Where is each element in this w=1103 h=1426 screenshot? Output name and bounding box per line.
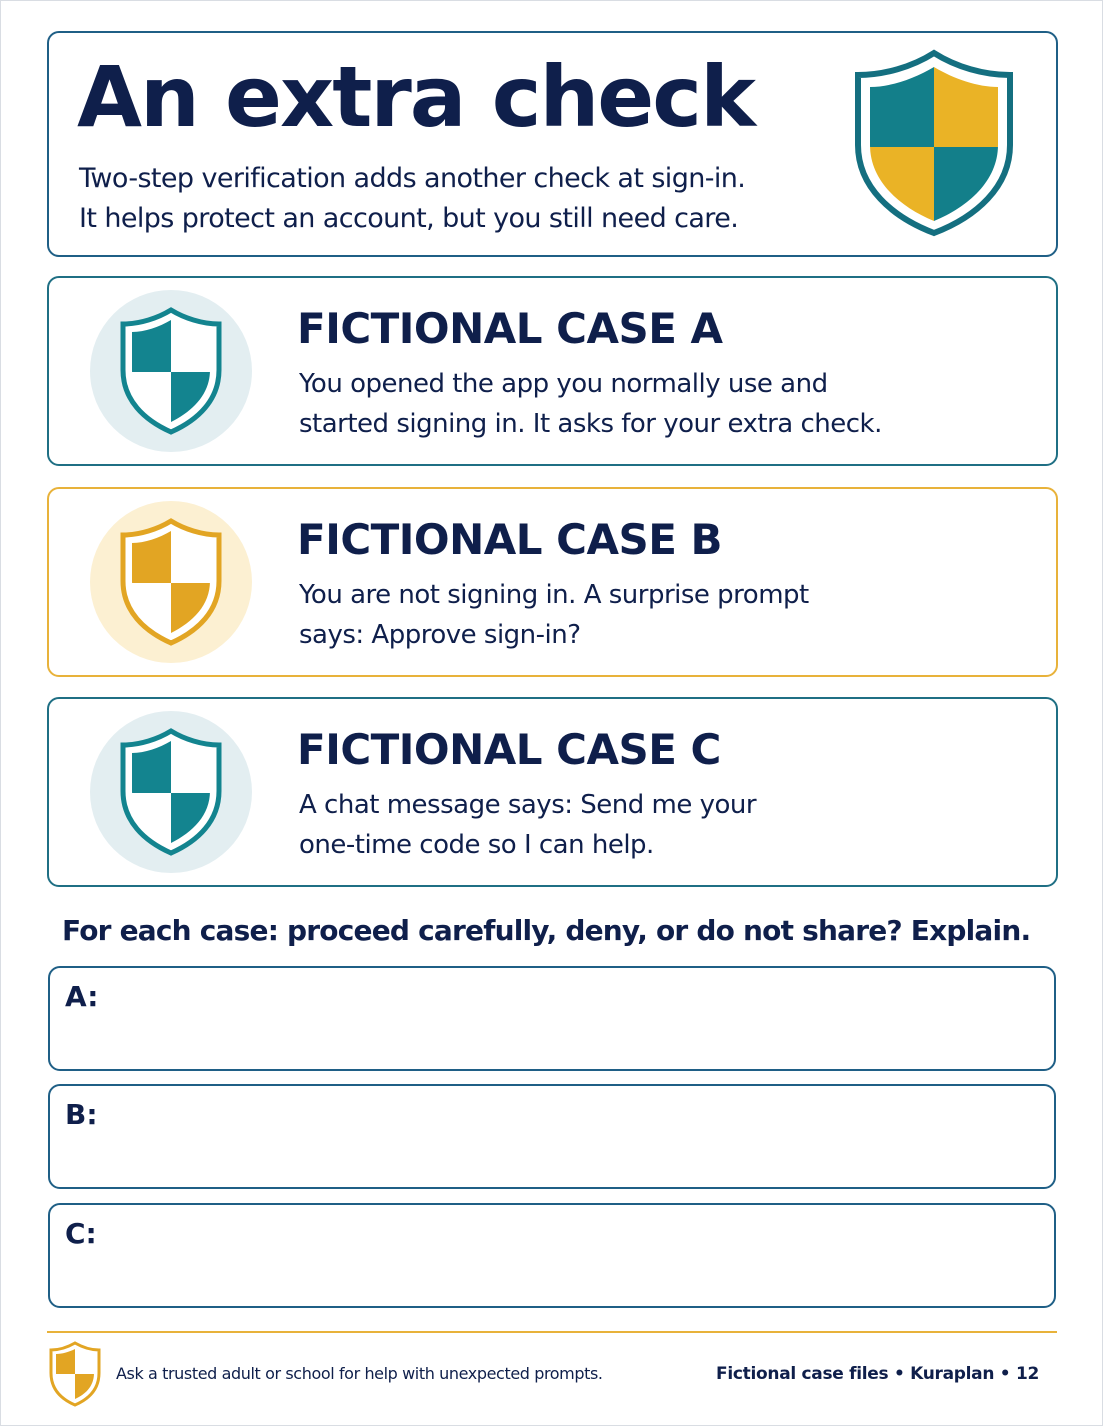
case-card-a <box>47 276 1058 466</box>
answer-label-b: B: <box>65 1098 98 1131</box>
case-card-b <box>47 487 1058 677</box>
shield-icon <box>852 47 1016 239</box>
case-c-line-2: one-time code so I can help. <box>299 830 654 860</box>
case-b-title: FICTIONAL CASE B <box>297 515 723 564</box>
answer-box-a[interactable] <box>48 966 1056 1071</box>
case-b-body <box>299 575 999 655</box>
case-c-icon-circle <box>90 711 252 873</box>
shield-icon <box>48 1341 102 1407</box>
question-prompt: For each case: proceed carefully, deny, or do not share? Explain. <box>62 914 1031 947</box>
case-a-line-1: You opened the app you normally use and <box>299 369 828 399</box>
answer-label-a: A: <box>65 980 99 1013</box>
page-title: An extra check <box>77 48 754 146</box>
case-b-line-2: says: Approve sign-in? <box>299 620 581 650</box>
header-card <box>47 31 1058 257</box>
page-subtitle <box>79 159 839 239</box>
answer-box-b[interactable] <box>48 1084 1056 1189</box>
case-a-title: FICTIONAL CASE A <box>297 304 723 353</box>
answer-label-c: C: <box>65 1217 97 1250</box>
shield-icon <box>118 727 224 857</box>
footer-source: Fictional case files • Kuraplan • 12 <box>716 1364 1039 1384</box>
case-b-line-1: You are not signing in. A surprise prompt <box>299 580 809 610</box>
case-b-icon-circle <box>90 501 252 663</box>
case-a-icon-circle <box>90 290 252 452</box>
subtitle-line-1: Two-step verification adds another check at sign-in. <box>79 163 746 194</box>
case-card-c <box>47 697 1058 887</box>
footer-divider <box>47 1331 1057 1333</box>
answer-box-c[interactable] <box>48 1203 1056 1308</box>
case-c-line-1: A chat message says: Send me your <box>299 790 757 820</box>
case-a-body <box>299 364 999 444</box>
shield-icon <box>118 517 224 647</box>
subtitle-line-2: It helps protect an account, but you still need care. <box>79 203 739 234</box>
case-c-body <box>299 785 999 865</box>
shield-icon <box>118 306 224 436</box>
footer-note: Ask a trusted adult or school for help with unexpected prompts. <box>116 1364 603 1383</box>
case-a-line-2: started signing in. It asks for your extra check. <box>299 409 882 439</box>
case-c-title: FICTIONAL CASE C <box>297 725 721 774</box>
